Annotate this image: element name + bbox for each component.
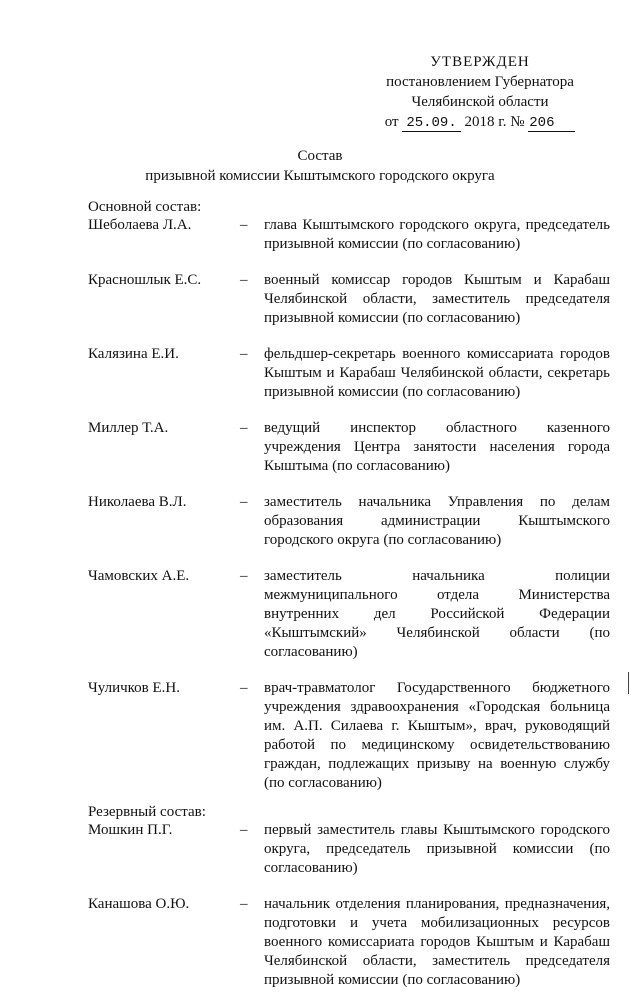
commission-list — [88, 198, 610, 1007]
title-line-2: призывной комиссии Кыштымского городского округа — [145, 168, 495, 184]
member-entry — [88, 271, 610, 328]
member-role: военный комиссар городов Кыштым и Карабаш Челябинской области, заместитель председателя призывной комиссии (по согласованию) — [264, 272, 610, 326]
dash: – — [240, 494, 248, 510]
approval-line-1: постановлением Губернатора — [386, 74, 574, 90]
member-name: Красношлык Е.С. — [88, 272, 202, 288]
dash: – — [240, 896, 248, 912]
member-entry — [88, 895, 610, 990]
scan-edge-mark — [628, 672, 629, 694]
member-role: первый заместитель главы Кыштымского городского округа, председатель призывной комиссии (по согласованию) — [264, 822, 610, 876]
approval-line-2: Челябинской области — [411, 94, 549, 110]
approval-stamp — [360, 52, 600, 132]
member-entry — [88, 216, 610, 254]
member-role: глава Кыштымского городского округа, председатель призывной комиссии (по согласованию) — [264, 217, 610, 252]
member-role: фельдшер-секретарь военного комиссариата городов Кыштым и Карабаш Челябинской области, секретарь призывной комиссии (по согласованию) — [264, 346, 610, 400]
dash: – — [240, 568, 248, 584]
member-role: врач-травматолог Государственного бюджетного учреждения здравоохранения «Городская больница им. А.П. Силаева г. Кыштым», врач, руководящий работой по медицинскому освидетельствованию граждан, подлежащих призыву на военную службу (по согласованию) — [264, 680, 610, 791]
member-name: Канашова О.Ю. — [88, 896, 190, 912]
member-name: Миллер Т.А. — [88, 420, 169, 436]
dash: – — [240, 680, 248, 696]
member-name: Мошкин П.Г. — [88, 822, 173, 838]
dash: – — [240, 420, 248, 436]
member-name: Шеболаева Л.А. — [88, 217, 192, 233]
main-section-heading: Основной состав: — [88, 199, 202, 215]
approval-date-line — [360, 112, 600, 132]
member-name: Николаева В.Л. — [88, 494, 187, 510]
dash: – — [240, 822, 248, 838]
member-entry — [88, 493, 610, 550]
member-entry — [88, 345, 610, 402]
title-line-1: Состав — [297, 148, 343, 164]
member-role: начальник отделения планирования, предназначения, подготовки и учета мобилизационных ресурсов военного комиссариата городов Кыштым и Карабаш Челябинской области, заместитель председателя призывной комиссии (по согласованию) — [264, 896, 610, 988]
member-entry — [88, 679, 610, 793]
from-label: от — [384, 114, 399, 130]
member-role: ведущий инспектор областного казенного учреждения Центра занятости населения города Кыштыма (по согласованию) — [264, 420, 610, 474]
approval-date: 25.09. — [402, 116, 460, 132]
member-entry — [88, 821, 610, 878]
year-label: 2018 г. № — [464, 114, 525, 130]
member-role: заместитель начальника полиции межмуниципального отдела Министерства внутренних дел Российской Федерации «Кыштымский» Челябинской области (по согласованию) — [264, 568, 610, 660]
dash: – — [240, 217, 248, 233]
member-name: Чуличков Е.Н. — [88, 680, 180, 696]
reserve-section-heading: Резервный состав: — [88, 804, 206, 820]
approved-heading: УТВЕРЖДЕН — [430, 54, 530, 70]
member-entry — [88, 419, 610, 476]
approval-number: 206 — [528, 116, 575, 132]
dash: – — [240, 272, 248, 288]
member-role: заместитель начальника Управления по делам образования администрации Кыштымского городского округа (по согласованию) — [264, 494, 610, 548]
member-name: Калязина Е.И. — [88, 346, 179, 362]
document-title — [0, 146, 640, 186]
member-name: Чамовских А.Е. — [88, 568, 190, 584]
member-entry — [88, 567, 610, 662]
dash: – — [240, 346, 248, 362]
